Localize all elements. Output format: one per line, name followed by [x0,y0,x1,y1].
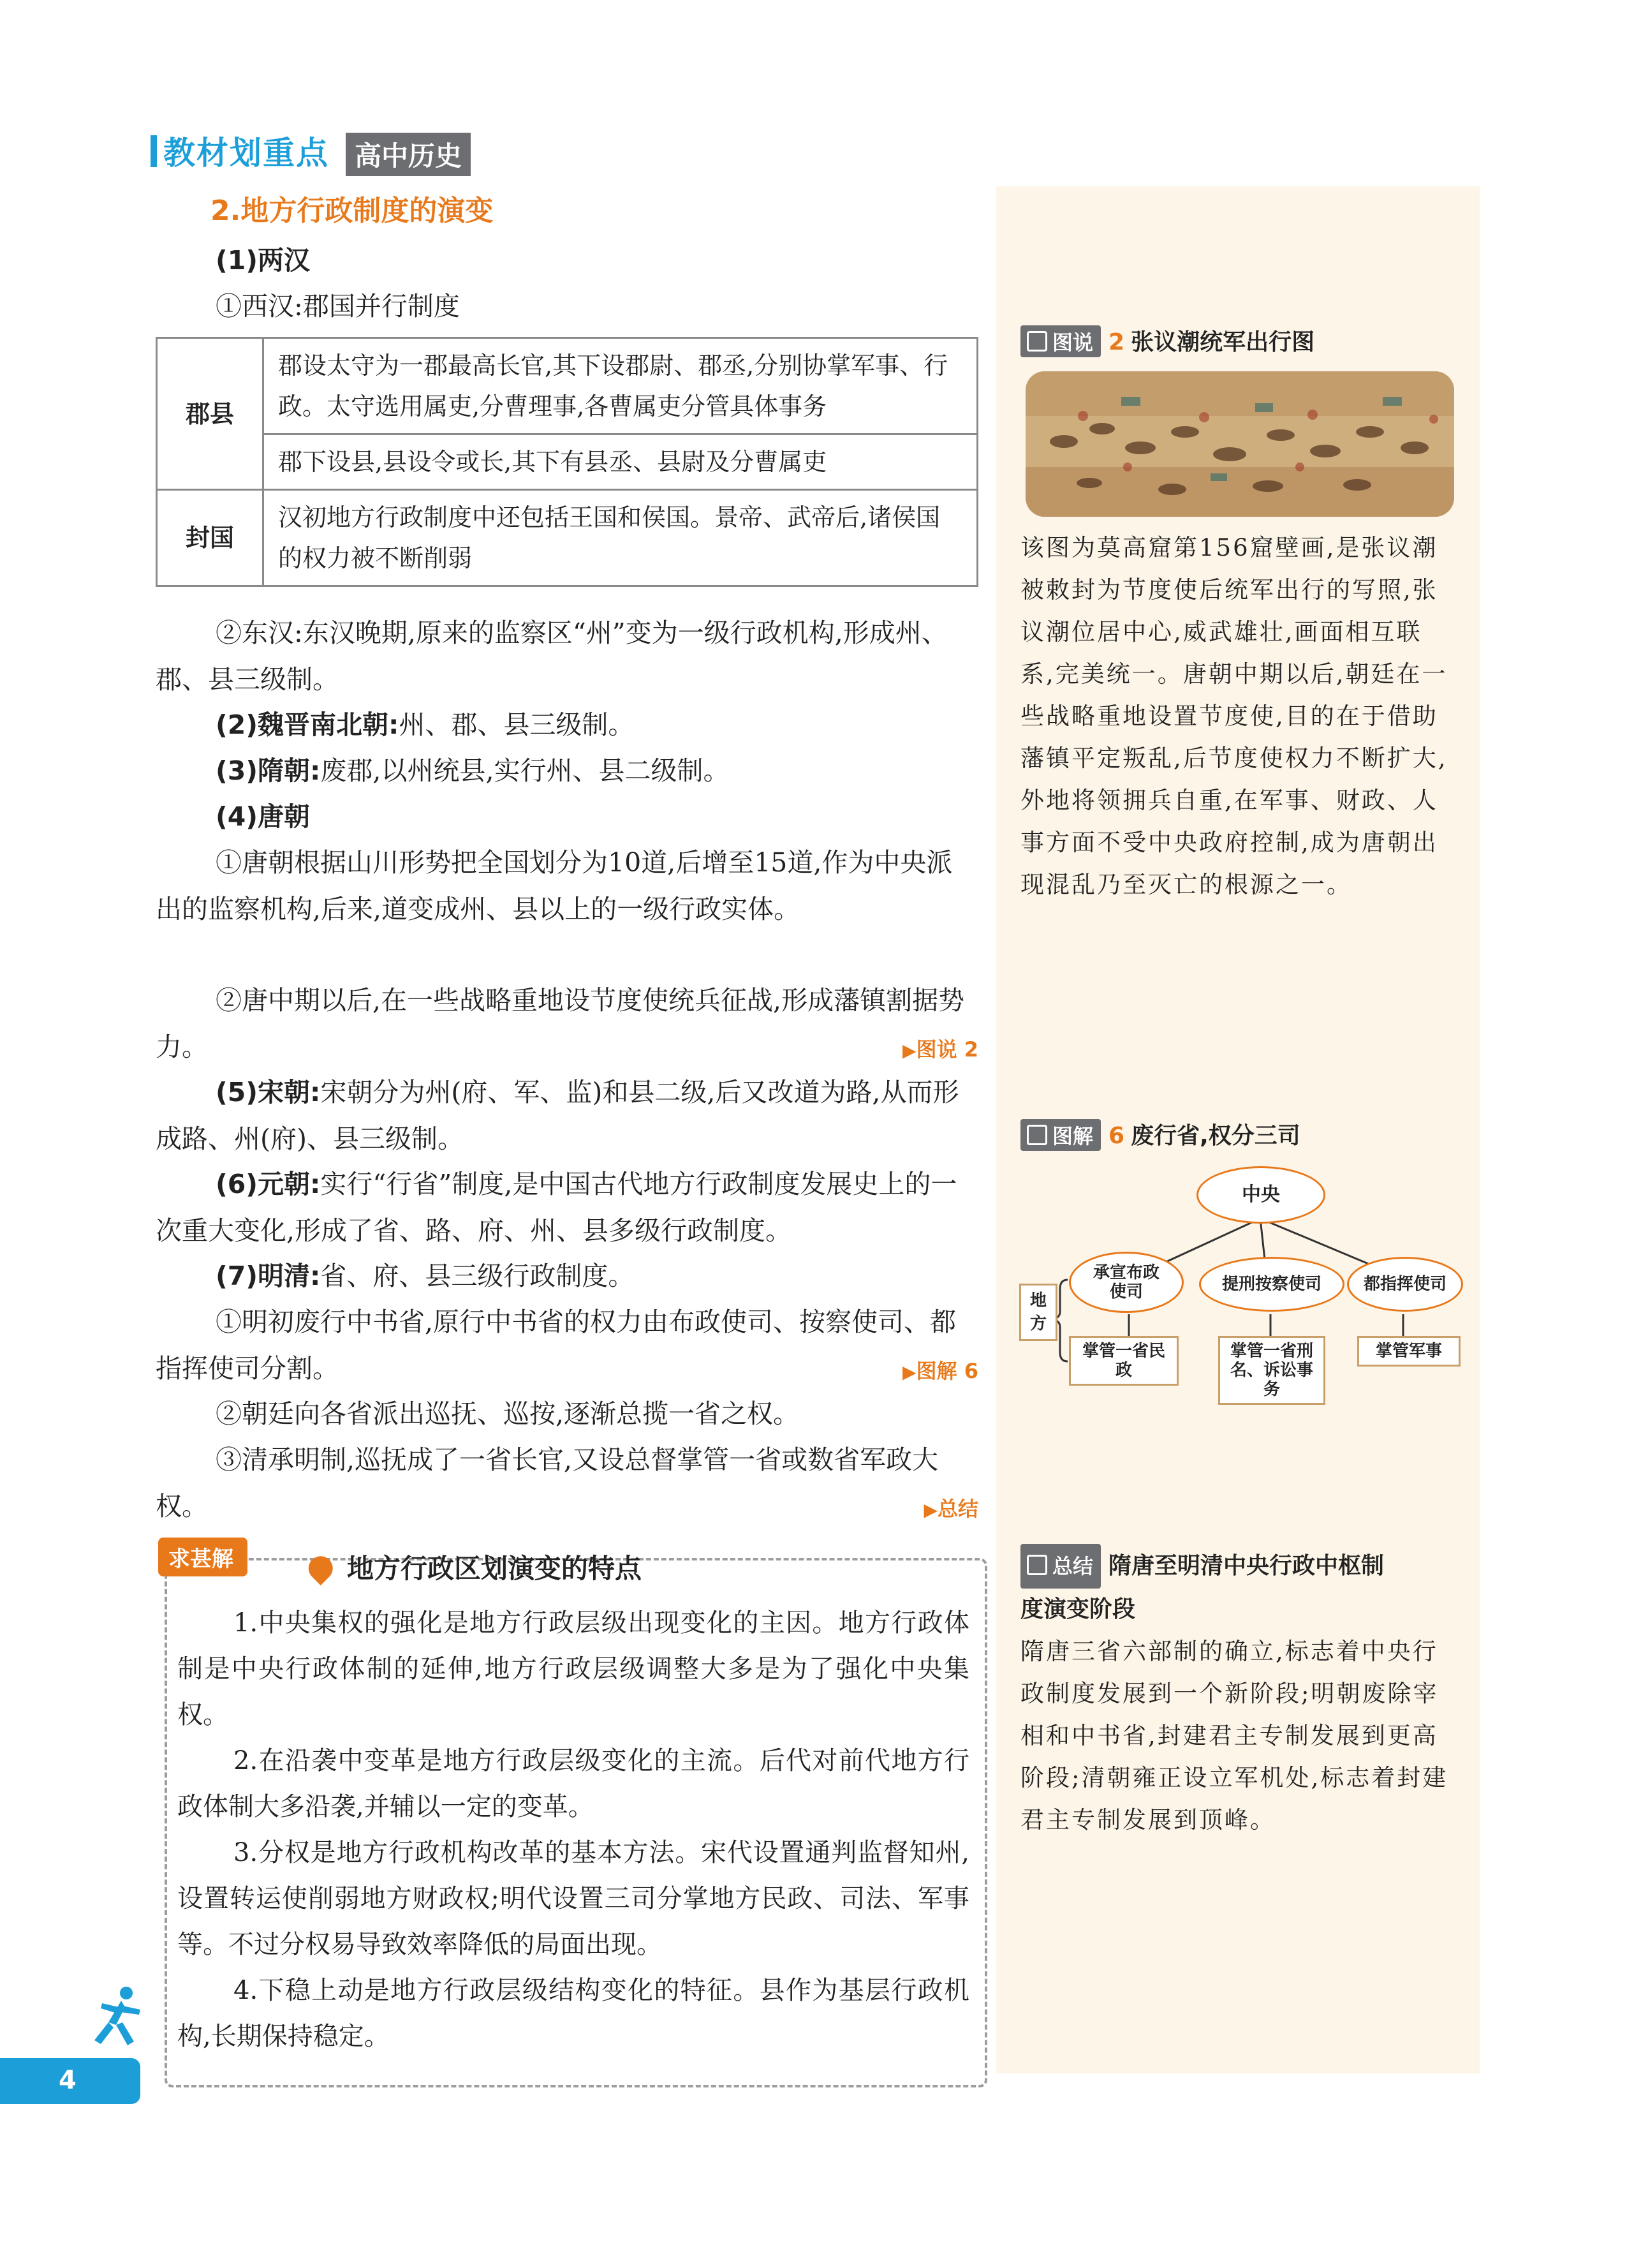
ref-tushuo-2[interactable]: ▶图说 2 [902,1037,978,1062]
zongjie-title-2: 度演变阶段 [1020,1596,1136,1622]
table-row [157,434,978,490]
brand-title: 教材划重点 [163,135,329,172]
tushuo-text: 该图为莫高窟第156窟壁画,是张议潮被敕封为节度使后统军出行的写照,张议潮位居中心,威武雄壮,画面相互联系,完美统一。唐朝中期以后,朝廷在一些战略重地设置节度使,目的在于借助藩镇平定叛乱,后节度使权力不断扩大,外地将领拥兵自重,在军事、财政、人事方面不受中央政府控制,成为唐朝出现混乱乃至灭亡的根源之一。 [1020,534,1448,898]
explain-para-2 [177,1738,969,1830]
zongjie-heading [1020,1544,1467,1631]
text-song: 宋朝分为州(府、军、监)和县二级,后又改道为路,从而形成路、州(府)、县三级制。 [156,1077,959,1154]
zongjie-tag [1020,1544,1101,1589]
text-donghan: ②东汉:东汉晚期,原来的监察区“州”变为一级行政机构,形成州、郡、县三级制。 [156,618,948,695]
tujie-tag [1020,1119,1101,1151]
xihan-sub [156,283,978,330]
node-buzheng-label: 承宣布政使司 [1093,1263,1160,1301]
note-icon [1027,1555,1047,1575]
heading-xihan: ①西汉:郡国并行制度 [216,291,460,322]
page-number [0,2058,140,2104]
tushuo-heading [1020,324,1314,357]
node-center: 中央 [1196,1166,1325,1224]
text-yuan: 实行“行省”制度,是中国古代地方行政制度发展史上的一次重大变化,形成了省、路、府、州、县多级行政制度。 [156,1169,957,1246]
explain-title [311,1548,642,1586]
node-buzheng [1069,1252,1184,1313]
label-tang: (4)唐朝 [216,801,311,832]
text-tang1: ①唐朝根据山川形势把全国划分为10道,后增至15道,作为中央派出的监察机构,后来,道变成州、县以上的一级行政实体。 [156,847,953,924]
explain-text-1: 1.中央集权的强化是地方行政层级出现变化的主因。地方行政体制是中央行政体制的延伸,地方行政层级调整大多是为了强化中央集权。 [177,1608,969,1730]
text-mq3: ③清承明制,巡抚成了一省长官,又设总督掌管一省或数省军政大权。 [156,1444,939,1522]
page-number-text: 4 [59,2066,77,2095]
tujie-num: 6 [1108,1123,1125,1149]
table-cell: 郡下设县,县设令或长,其下有县丞、县尉及分曹属吏 [263,434,978,490]
table-row [157,338,978,434]
junguo-table [156,337,978,587]
tujie-heading [1020,1118,1300,1151]
duty-minzheng: 掌管一省民政 [1069,1336,1179,1386]
node-duzhihui: 都指挥使司 [1347,1257,1463,1312]
ref-zongjie-label: 总结 [937,1497,978,1521]
heading-lianghan: (1)两汉 [216,245,311,276]
xihan-heading [156,237,978,284]
explain-text-2: 2.在沿袭中变革是地方行政层级变化的主流。后代对前代地方行政体制大多沿袭,并辅以一定的变革。 [177,1746,969,1821]
zongjie-tag-label: 总结 [1052,1554,1094,1578]
tushuo-num: 2 [1108,329,1125,355]
node-anchasi: 提刑按察使司 [1199,1257,1344,1312]
explain-text-3: 3.分权是地方行政机构改革的基本方法。宋代设置通判监督知州,设置转运使削弱地方财政权;明代设置三司分掌地方民政、司法、军事等。不过分权易导致效率降低的局面出现。 [177,1838,969,1959]
para-mingqing [156,1253,978,1300]
text-wei: 州、郡、县三级制。 [399,709,635,740]
duty-xingming: 掌管一省刑名、诉讼事务 [1218,1336,1325,1405]
duty-junshi: 掌管军事 [1357,1336,1461,1367]
para-tang1 [156,840,978,933]
mural-illustration [1026,371,1454,517]
table-cell: 郡设太守为一郡最高长官,其下设郡尉、郡丞,分别协掌军事、行政。太守选用属吏,分曹理事,各曹属吏分管具体事务 [263,338,978,434]
tujie-tag-label: 图解 [1052,1124,1094,1148]
explain-title-text: 地方行政区划演变的特点 [347,1553,642,1584]
picture-icon [1027,331,1047,352]
label-sui: (3)隋朝: [216,755,321,786]
para-mq3 [156,1437,978,1530]
para-donghan [156,610,978,703]
diagram-icon [1027,1125,1047,1145]
subject-badge: 高中历史 [346,133,471,176]
para-mq1 [156,1299,978,1392]
explain-para-1 [177,1600,969,1738]
para-song [156,1069,978,1162]
runner-icon [89,1984,147,2054]
text-mq1: ①明初废行中书省,原行中书省的权力由布政使司、按察使司、都指挥使司分割。 [156,1307,957,1384]
tushuo-title: 张议潮统军出行图 [1131,329,1315,355]
section-title: 2.地方行政制度的演变 [210,195,494,227]
tujie-title: 废行省,权分三司 [1131,1123,1300,1149]
tushuo-tag-label: 图说 [1052,330,1094,355]
explain-para-4 [177,1968,969,2059]
node-local: 地方 [1019,1284,1057,1341]
explain-tag-label: 求甚解 [168,1546,233,1572]
explain-tag [158,1538,247,1576]
mural-image [1026,371,1454,517]
para-tang2 [156,977,978,1071]
label-mingqing: (7)明清: [216,1261,321,1291]
explain-text-4: 4.下稳上动是地方行政层级结构变化的特征。县作为基层行政机构,长期保持稳定。 [177,1976,969,2051]
ref-zongjie[interactable]: ▶总结 [924,1497,978,1521]
tushuo-tag [1020,325,1101,357]
ref-tujie-6[interactable]: ▶图解 6 [902,1359,978,1383]
brand-bar [151,135,157,167]
text-mingqing: 省、府、县三级行政制度。 [320,1261,635,1291]
zongjie-text: 隋唐三省六部制的确立,标志着中央行政制度发展到一个新阶段;明朝废除宰相和中书省,封建君主专制发展到更高阶段;清朝雍正设立军机处,标志着封建君主专制发展到顶峰。 [1020,1638,1448,1834]
zongjie-title-1: 隋唐至明清中央行政中枢制 [1108,1553,1385,1579]
para-mq2 [156,1391,978,1437]
label-song: (5)宋朝: [216,1077,321,1108]
ref-tushuo-label: 图说 2 [916,1037,978,1062]
text-tang2: ②唐中期以后,在一些战略重地设节度使统兵征战,形成藩镇割据势力。 [156,985,965,1062]
para-wei [156,702,978,748]
para-sui [156,748,978,794]
para-tang-head [156,794,978,840]
ref-tujie-label: 图解 6 [916,1359,978,1383]
table-cell: 汉初地方行政制度中还包括王国和侯国。景帝、武帝后,诸侯国的权力被不断削弱 [263,490,978,586]
row-header-junxian: 郡县 [157,338,263,490]
label-yuan: (6)元朝: [216,1169,321,1199]
row-header-fengguo: 封国 [157,490,263,586]
table-row [157,490,978,586]
text-sui: 废郡,以州统县,实行州、县二级制。 [320,755,730,786]
para-yuan [156,1161,978,1254]
label-wei: (2)魏晋南北朝: [216,709,399,740]
text-mq2: ②朝廷向各省派出巡抚、巡按,逐渐总揽一省之权。 [216,1398,800,1429]
explain-para-3 [177,1830,969,1968]
